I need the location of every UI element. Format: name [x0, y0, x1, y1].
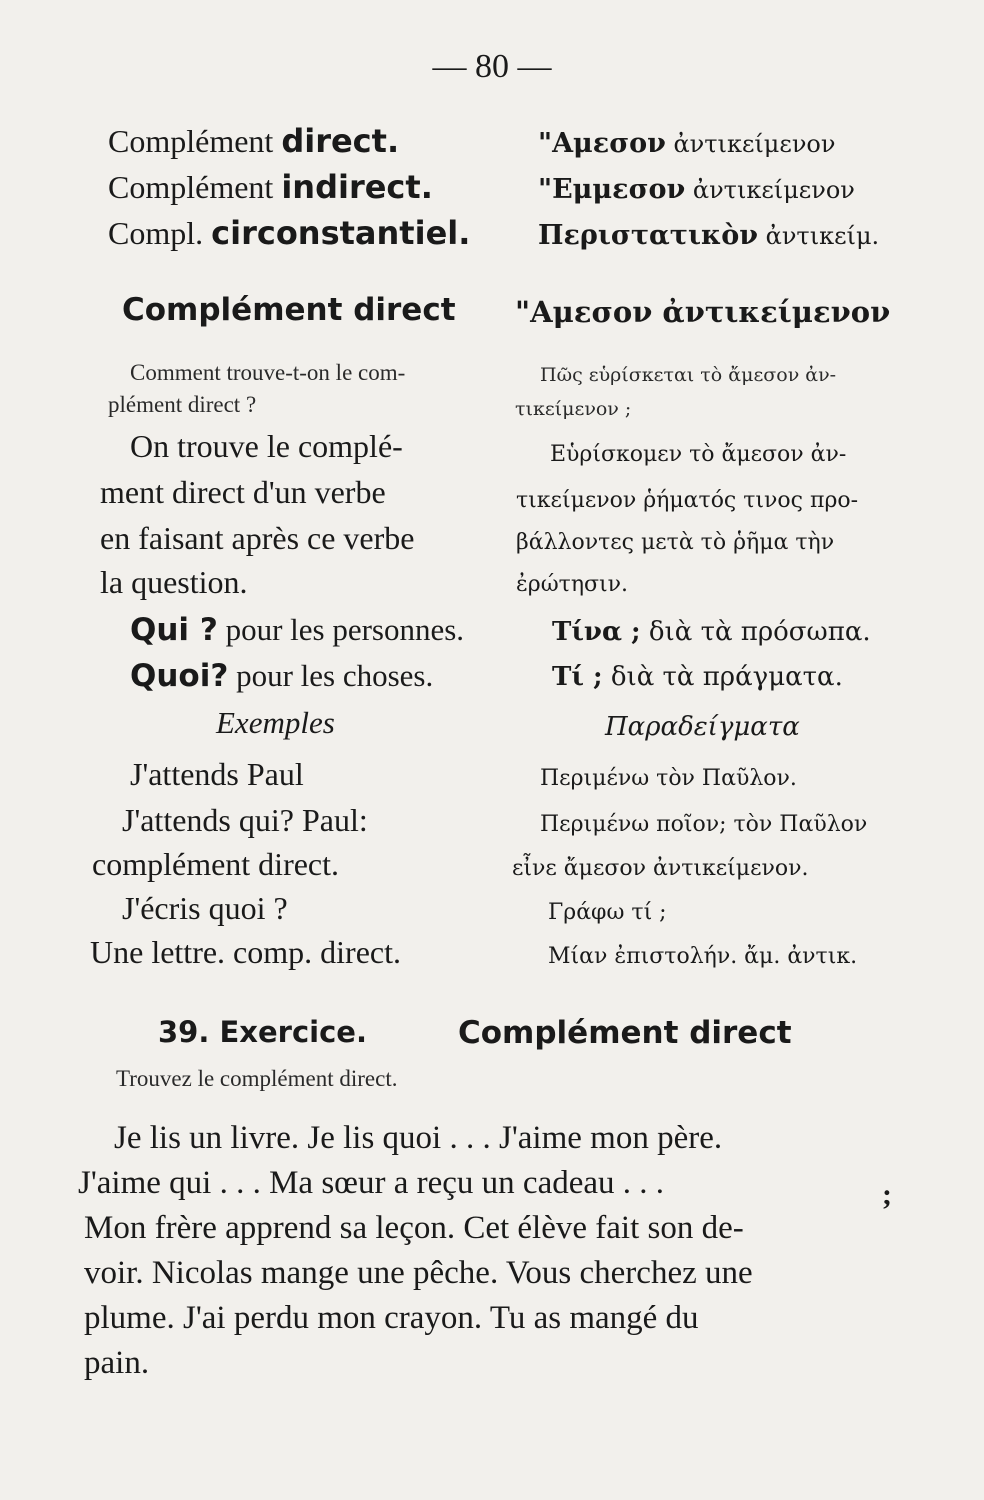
header-row-gr-2 [538, 174, 855, 205]
tina-bold: Τίνα ; [552, 617, 641, 647]
header-fr-bold: indirect. [281, 168, 433, 206]
ti-plain: διὰ τὰ πράγματα. [602, 662, 843, 692]
section-title-gr: "Αμεσον ἀντικείμενον [515, 295, 891, 329]
header-row-fr-3 [108, 214, 470, 252]
example-fr: complément direct. [92, 846, 340, 882]
header-fr-plain: Complément [108, 123, 282, 159]
question-fr-line: Comment trouve-t-on le com- [130, 360, 406, 385]
qui-row-fr [130, 612, 464, 648]
exercise-title: Complément direct [458, 1015, 792, 1051]
header-row-gr-3 [538, 220, 879, 251]
qui-plain: pour les personnes. [217, 612, 465, 647]
exercise-line: Je lis un livre. Je lis quoi . . . J'aime mon père. [114, 1120, 723, 1156]
margin-mark: ; [882, 1178, 892, 1211]
header-gr-plain: ἀντικείμενον [685, 176, 855, 204]
quoi-row-gr [552, 662, 843, 692]
example-fr: Une lettre. comp. direct. [90, 934, 401, 970]
answer-gr-line: ἐρώτησιν. [516, 572, 629, 597]
example-gr: Περιμένω ποῖον; τὸν Παῦλον [540, 812, 868, 837]
answer-gr-line: Εὑρίσκομεν τὸ ἄμεσον ἀν- [550, 442, 847, 467]
exercise-line: voir. Nicolas mange une pêche. Vous cherchez une [84, 1255, 753, 1291]
example-gr: Γράφω τί ; [548, 900, 667, 925]
question-gr-line: Πῶς εὑρίσκεται τὸ ἄμεσον ἀν- [540, 364, 837, 386]
exercise-line: plume. J'ai perdu mon crayon. Tu as mangé du [84, 1300, 699, 1336]
example-gr: Περιμένω τὸν Παῦλον. [540, 766, 797, 791]
examples-title-gr: Παραδείγματα [605, 712, 800, 742]
question-fr-line: plément direct ? [108, 392, 257, 417]
answer-fr-line: ment direct d'un verbe [100, 474, 386, 510]
quoi-bold: Quoi? [130, 658, 229, 694]
header-gr-bold: "Εμμεσον [538, 174, 686, 205]
example-fr: J'attends Paul [130, 756, 304, 792]
header-gr-bold: "Αμεσον [538, 128, 666, 159]
quoi-row-fr [130, 658, 433, 694]
answer-fr-line: en faisant après ce verbe [100, 520, 415, 556]
qui-bold: Qui ? [130, 612, 218, 648]
header-gr-bold: Περιστατικὸν [538, 220, 758, 251]
header-row-fr-1 [108, 122, 399, 160]
exercise-text [78, 1116, 902, 1386]
example-fr: J'écris quoi ? [122, 890, 288, 926]
example-gr: Μίαν ἐπιστολήν. ἄμ. ἀντικ. [548, 944, 858, 969]
page-number: — 80 — [432, 48, 552, 85]
exercise-number: 39. [158, 1015, 210, 1049]
header-fr-bold: direct. [281, 122, 400, 160]
exercise-label: Exercice. [219, 1015, 367, 1049]
exercise-instruction: Trouvez le complément direct. [116, 1066, 398, 1091]
example-fr: J'attends qui? Paul: [122, 802, 368, 838]
header-fr-plain: Compl. [108, 215, 212, 251]
answer-fr-line: la question. [100, 564, 248, 600]
qui-row-gr [552, 617, 871, 647]
answer-gr-line: τικείμενον ῥήματός τινος προ- [516, 488, 859, 513]
exercise-line: pain. [84, 1345, 150, 1381]
header-row-gr-1 [538, 128, 835, 159]
section-title-fr: Complément direct [122, 292, 456, 328]
header-row-fr-2 [108, 168, 433, 206]
exercise-heading [158, 1015, 367, 1049]
header-fr-plain: Complément [108, 169, 282, 205]
header-fr-bold: circonstantiel. [211, 214, 471, 252]
exercise-line: Mon frère apprend sa leçon. Cet élève fait son de- [84, 1210, 744, 1246]
exercise-line: J'aime qui . . . Ma sœur a reçu un cadeau . . . [78, 1165, 665, 1201]
question-gr-line: τικείμενον ; [515, 398, 632, 420]
example-gr: εἶνε ἄμεσον ἀντικείμενον. [512, 856, 809, 881]
answer-gr-line: βάλλοντες μετὰ τὸ ῥῆμα τὴν [516, 530, 835, 555]
examples-title-fr: Exemples [216, 705, 335, 740]
tina-plain: διὰ τὰ πρόσωπα. [640, 617, 871, 647]
header-gr-plain: ἀντικείμενον [665, 130, 836, 158]
header-gr-plain: ἀντικείμ. [758, 222, 880, 250]
ti-bold: Τί ; [552, 662, 603, 692]
answer-fr-line: On trouve le complé- [130, 428, 403, 464]
quoi-plain: pour les choses. [228, 658, 434, 693]
